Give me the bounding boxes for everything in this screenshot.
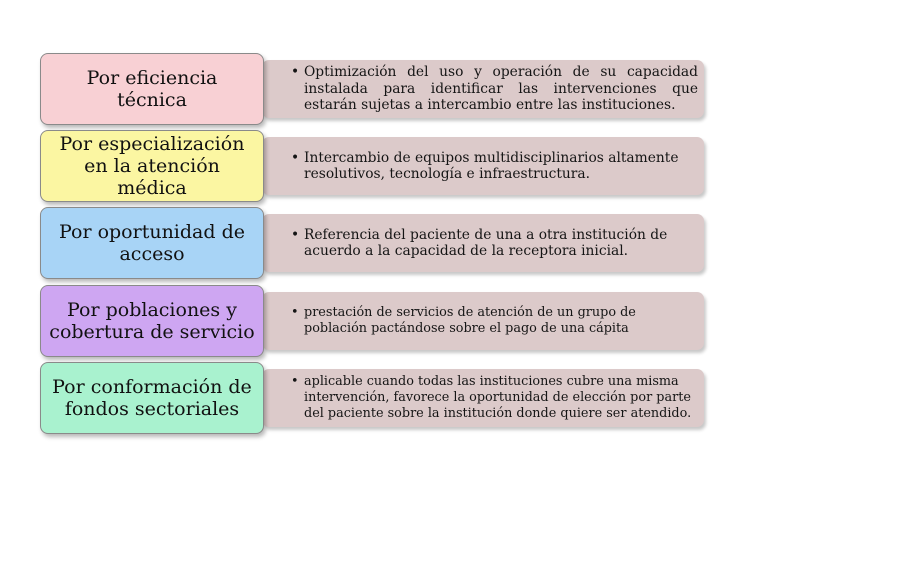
detail-list — [286, 305, 698, 337]
detail-list — [286, 227, 698, 260]
row-eficiencia-tecnica — [40, 53, 698, 127]
detail-box — [262, 60, 704, 118]
row-oportunidad-acceso — [40, 207, 670, 281]
category-label: Por oportunidad de acceso — [40, 207, 264, 279]
category-label: Por especialización en la atención médica — [40, 130, 264, 202]
detail-bullet: • Referencia del paciente de una a otra institución de acuerdo a la capacidad de la receptora inicial. — [304, 227, 698, 260]
detail-box — [262, 214, 704, 272]
detail-bullet: • Optimización del uso y operación de su capacidad instalada para identificar las intervenciones que estarán sujetas a intercambio entre las instituciones. — [304, 64, 698, 114]
row-fondos-sectoriales — [40, 362, 692, 436]
detail-bullet: • prestación de servicios de atención de un grupo de población pactándose sobre el pago de una cápita — [304, 305, 698, 337]
detail-list — [286, 374, 698, 422]
category-label: Por poblaciones y cobertura de servicio — [40, 285, 264, 357]
detail-box — [262, 292, 704, 350]
detail-box — [262, 369, 704, 427]
detail-list — [286, 64, 698, 114]
detail-bullet: • Intercambio de equipos multidisciplinarios altamente resolutivos, tecnología e infraestructura. — [304, 150, 698, 183]
category-label: Por eficiencia técnica — [40, 53, 264, 125]
row-poblaciones-cobertura — [40, 285, 670, 359]
detail-list — [286, 150, 698, 183]
detail-bullet: • aplicable cuando todas las instituciones cubre una misma intervención, favorece la oportunidad de elección por parte del paciente sobre la institución donde quiere ser atendido. — [304, 374, 698, 422]
category-label: Por conformación de fondos sectoriales — [40, 362, 264, 434]
row-especializacion — [40, 130, 679, 204]
detail-box — [262, 137, 704, 195]
